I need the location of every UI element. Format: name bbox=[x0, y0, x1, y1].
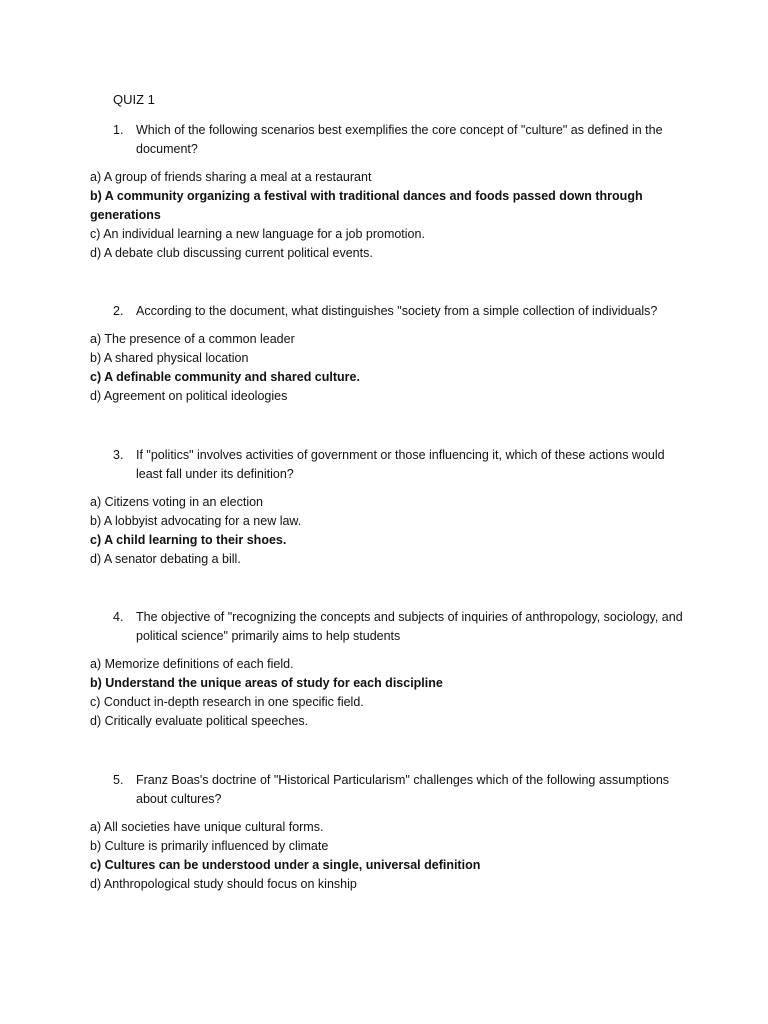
question-3-option-b: b) A lobbyist advocating for a new law. bbox=[90, 514, 302, 528]
question-1-option-d: d) A debate club discussing current political events. bbox=[90, 246, 373, 260]
question-4-options bbox=[90, 655, 690, 731]
question-2-options bbox=[90, 330, 690, 406]
question-5-text: Franz Boas's doctrine of "Historical Particularism" challenges which of the following assumptions about cultures? bbox=[136, 773, 670, 806]
question-2-option-b: b) A shared physical location bbox=[90, 351, 249, 365]
question-5-option-a: a) All societies have unique cultural forms. bbox=[90, 820, 324, 834]
question-2-option-d: d) Agreement on political ideologies bbox=[90, 389, 288, 403]
question-4-number: 4. bbox=[113, 610, 124, 624]
question-3 bbox=[90, 446, 690, 569]
question-5-number: 5. bbox=[113, 773, 124, 787]
question-4-option-c: c) Conduct in-depth research in one specific field. bbox=[90, 695, 364, 709]
question-5-options bbox=[90, 818, 690, 894]
question-2 bbox=[90, 302, 690, 406]
question-4-prompt bbox=[90, 608, 690, 646]
question-1-option-b-correct: b) A community organizing a festival with traditional dances and foods passed down through generations bbox=[90, 189, 643, 222]
question-2-number: 2. bbox=[113, 304, 124, 318]
question-3-option-d: d) A senator debating a bill. bbox=[90, 552, 241, 566]
quiz-title: QUIZ 1 bbox=[113, 92, 155, 107]
question-5-option-b: b) Culture is primarily influenced by climate bbox=[90, 839, 329, 853]
question-1-option-c: c) An individual learning a new language for a job promotion. bbox=[90, 227, 425, 241]
question-3-number: 3. bbox=[113, 448, 124, 462]
question-5-option-d: d) Anthropological study should focus on kinship bbox=[90, 877, 357, 891]
question-1-options bbox=[90, 168, 690, 263]
question-4-option-a: a) Memorize definitions of each field. bbox=[90, 657, 294, 671]
question-1-text: Which of the following scenarios best exemplifies the core concept of "culture" as defined in the document? bbox=[136, 123, 663, 156]
question-1-option-a: a) A group of friends sharing a meal at a restaurant bbox=[90, 170, 372, 184]
question-2-option-c-correct: c) A definable community and shared culture. bbox=[90, 370, 360, 384]
question-1-prompt bbox=[90, 121, 690, 159]
question-5 bbox=[90, 771, 690, 894]
question-1-number: 1. bbox=[113, 123, 124, 137]
question-4-option-b-correct: b) Understand the unique areas of study for each discipline bbox=[90, 676, 443, 690]
question-3-options bbox=[90, 493, 690, 569]
question-2-option-a: a) The presence of a common leader bbox=[90, 332, 295, 346]
question-4 bbox=[90, 608, 690, 731]
question-3-text: If "politics" involves activities of government or those influencing it, which of these actions would least fall under its definition? bbox=[136, 448, 665, 481]
question-5-option-c-correct: c) Cultures can be understood under a single, universal definition bbox=[90, 858, 481, 872]
question-1 bbox=[90, 121, 690, 263]
question-5-prompt bbox=[90, 771, 690, 809]
question-3-option-c-correct: c) A child learning to their shoes. bbox=[90, 533, 287, 547]
question-4-option-d: d) Critically evaluate political speeches. bbox=[90, 714, 309, 728]
question-3-option-a: a) Citizens voting in an election bbox=[90, 495, 264, 509]
question-2-prompt bbox=[90, 302, 690, 321]
question-4-text: The objective of "recognizing the concepts and subjects of inquiries of anthropology, sociology, and political science" primarily aims to help students bbox=[136, 610, 683, 643]
question-2-text: According to the document, what distinguishes "society from a simple collection of individuals? bbox=[136, 304, 658, 318]
question-3-prompt bbox=[90, 446, 690, 484]
